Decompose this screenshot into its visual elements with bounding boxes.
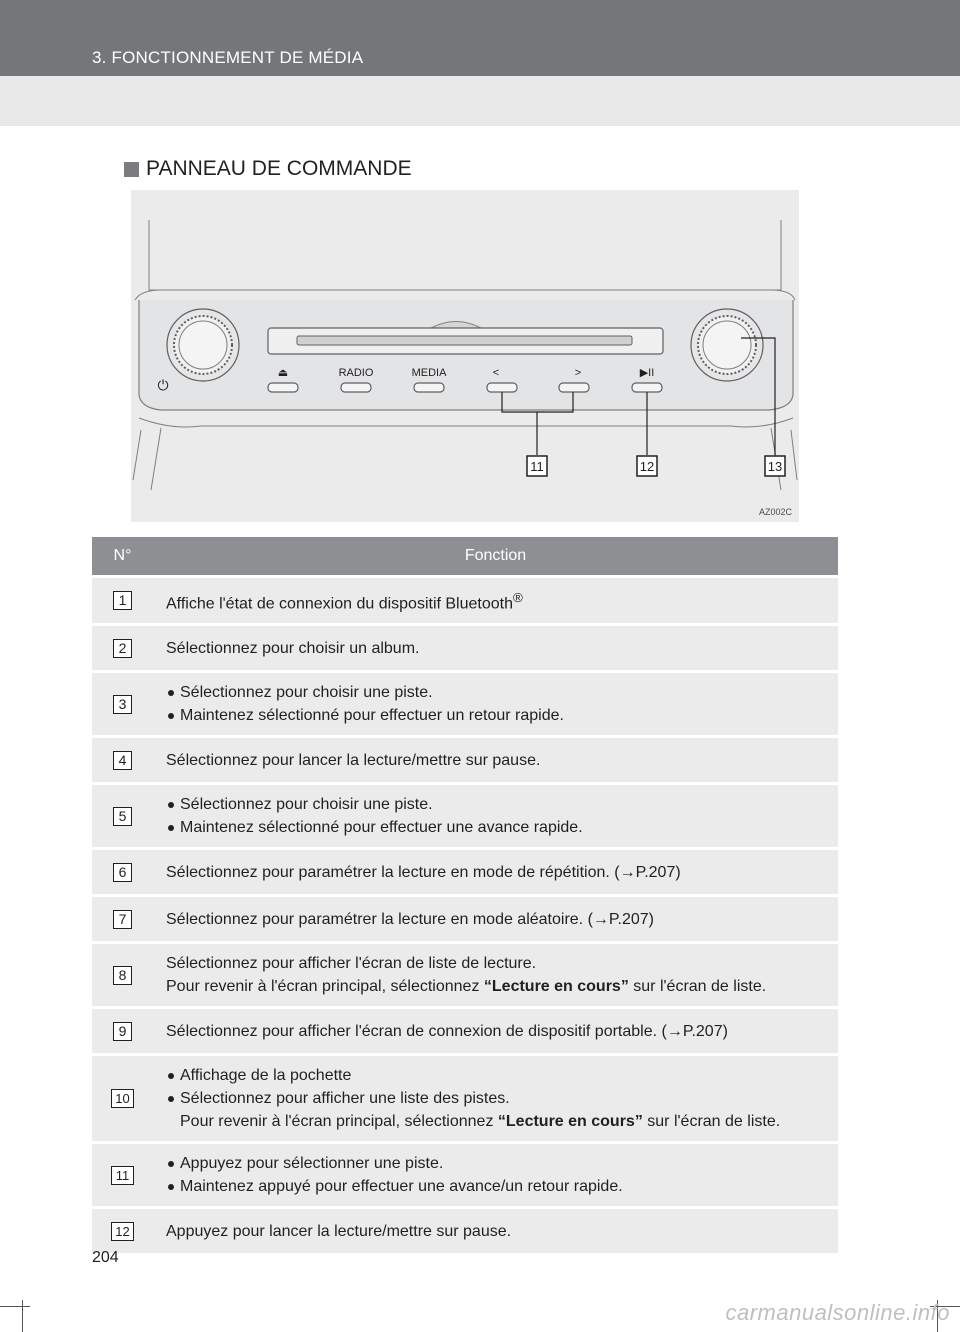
row-number-badge: 4	[113, 751, 132, 770]
radio-button	[341, 383, 371, 392]
play-pause-icon: ▶II	[639, 367, 655, 379]
prev-button	[487, 383, 517, 392]
bullet-item: Appuyez pour sélectionner une piste.	[166, 1152, 828, 1175]
bullet-item: Sélectionnez pour choisir une piste.	[166, 681, 828, 704]
callout-11: 11	[530, 459, 544, 474]
chapter-title: 3. FONCTIONNEMENT DE MÉDIA	[92, 48, 364, 67]
table-header-row	[92, 537, 838, 577]
row-text: Sélectionnez pour paramétrer la lecture en mode de répétition. (→P.207)	[166, 863, 681, 881]
callout-12: 12	[639, 459, 655, 474]
play-pause-button	[632, 383, 662, 392]
prev-icon: <	[492, 367, 500, 379]
next-button	[559, 383, 589, 392]
header-function: Fonction	[153, 537, 838, 577]
row-text: Sélectionnez pour paramétrer la lecture en mode aléatoire. (→P.207)	[166, 910, 654, 928]
eject-button	[268, 383, 298, 392]
power-icon: ⏻	[157, 377, 169, 393]
table-row	[92, 784, 838, 849]
row-number-badge: 8	[113, 966, 132, 985]
table-row	[92, 1208, 838, 1254]
table-row	[92, 896, 838, 943]
table-row	[92, 1008, 838, 1055]
row-number-badge: 6	[113, 863, 132, 882]
table-row	[92, 672, 838, 737]
row-number-badge: 2	[113, 639, 132, 658]
section-title-text: PANNEAU DE COMMANDE	[146, 157, 412, 180]
row-text: Sélectionnez pour afficher l'écran de liste de lecture.	[166, 955, 537, 973]
table-row	[92, 849, 838, 896]
media-label: MEDIA	[411, 367, 447, 379]
crop-mark	[0, 1306, 30, 1307]
row-text: Sélectionnez pour afficher l'écran de connexion de dispositif portable. (→P.207)	[166, 1022, 728, 1040]
figure-code: AZ002C	[758, 507, 792, 517]
radio-label: RADIO	[338, 367, 374, 379]
table-row	[92, 1143, 838, 1208]
row-text: Appuyez pour lancer la lecture/mettre sur pause.	[166, 1222, 512, 1240]
registered-mark: ®	[513, 590, 523, 605]
table-row	[92, 1055, 838, 1143]
square-bullet-icon	[124, 162, 139, 177]
row-number-badge: 3	[113, 695, 132, 714]
row-number-badge: 11	[111, 1166, 134, 1185]
function-table	[92, 537, 838, 1253]
eject-icon: ⏏	[277, 367, 289, 379]
table-row	[92, 625, 838, 672]
table-row	[92, 943, 838, 1008]
next-icon: >	[574, 367, 582, 379]
media-button	[414, 383, 444, 392]
row-number-badge: 5	[113, 807, 132, 826]
row-number-badge: 12	[111, 1222, 134, 1241]
text-fragment: Pour revenir à l'écran principal, sélectionnez	[180, 1113, 498, 1131]
bullet-item: Maintenez appuyé pour effectuer une avance/un retour rapide.	[166, 1175, 828, 1198]
bullet-item: Sélectionnez pour afficher une liste des pistes.	[166, 1087, 828, 1110]
row-text: Sélectionnez pour choisir un album.	[166, 639, 420, 657]
text-fragment: sur l'écran de liste.	[628, 978, 767, 996]
bullet-item: Sélectionnez pour choisir une piste.	[166, 793, 828, 816]
bullet-continuation	[166, 1110, 828, 1133]
page-number: 204	[92, 1249, 119, 1266]
bullet-item: Affichage de la pochette	[166, 1064, 828, 1087]
table-row	[92, 737, 838, 784]
row-number-badge: 7	[113, 910, 132, 929]
row-text-line2	[166, 975, 828, 998]
crop-mark	[22, 1300, 23, 1332]
text-fragment: sur l'écran de liste.	[642, 1113, 781, 1131]
text-fragment: Pour revenir à l'écran principal, sélectionnez	[166, 978, 484, 996]
row-number-badge: 9	[113, 1022, 132, 1041]
watermark: carmanualsonline.info	[725, 1300, 950, 1325]
row-text: Affiche l'état de connexion du dispositif Bluetooth	[166, 595, 513, 613]
control-panel-figure	[131, 190, 799, 522]
bullet-item: Maintenez sélectionné pour effectuer une avance rapide.	[166, 816, 828, 839]
lecture-en-cours-label: “Lecture en cours”	[497, 1113, 643, 1131]
row-number-badge: 10	[111, 1089, 134, 1108]
bullet-item: Maintenez sélectionné pour effectuer un retour rapide.	[166, 704, 828, 727]
control-panel-illustration	[131, 190, 799, 522]
section-title	[124, 157, 412, 181]
lecture-en-cours-label: “Lecture en cours”	[483, 978, 629, 996]
row-number-badge: 1	[113, 591, 132, 610]
row-text: Sélectionnez pour lancer la lecture/mettre sur pause.	[166, 751, 541, 769]
callout-13: 13	[767, 459, 783, 474]
header-num: N°	[92, 537, 153, 577]
table-row	[92, 577, 838, 625]
